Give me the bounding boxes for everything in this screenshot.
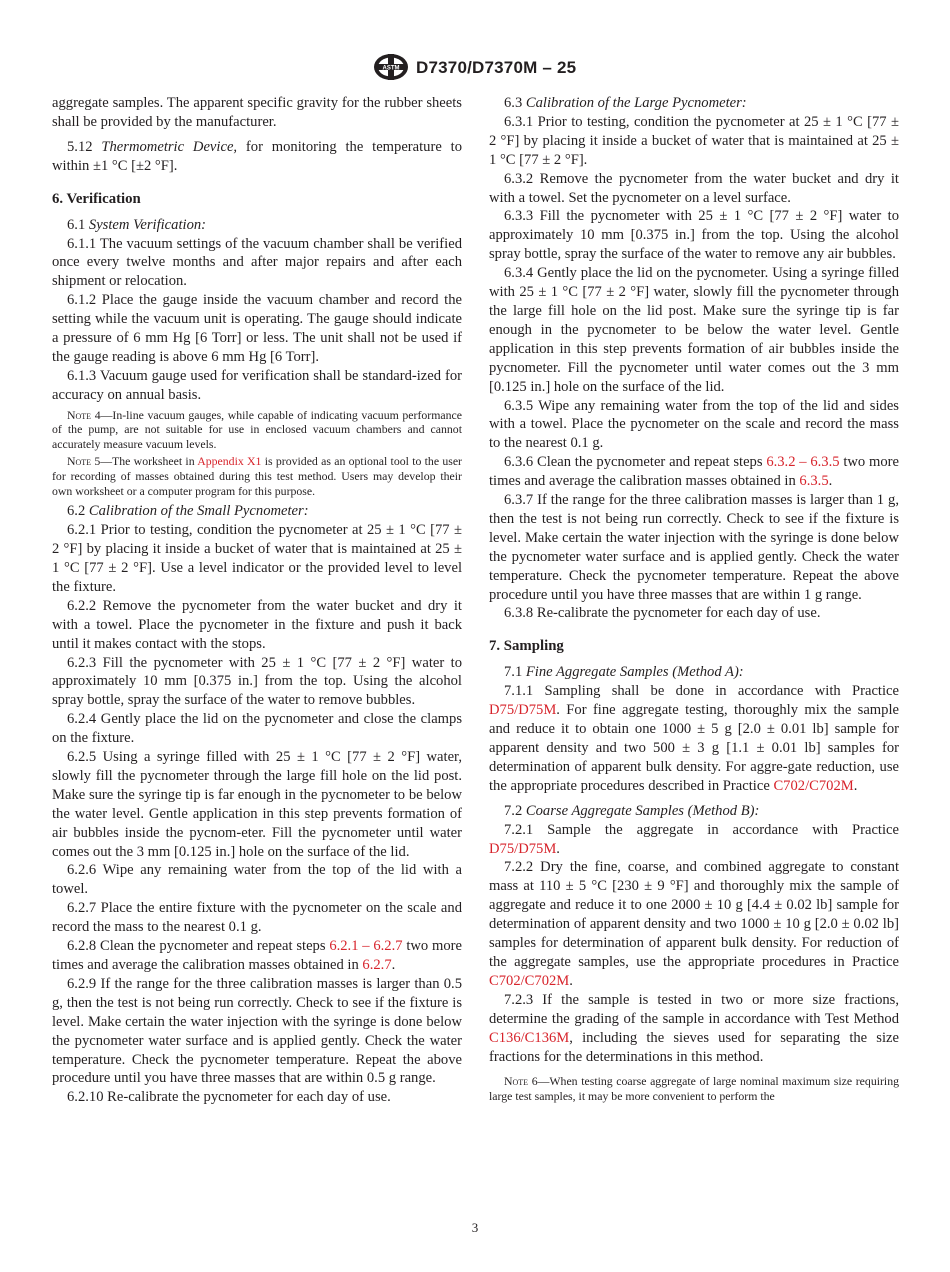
section-6-3-7: 6.3.7 If the range for the three calibration masses is larger than 1 g, then the test is not being run correctly. Check to see if the fixture is level. Make certain the water injection with the syringe is done below the pycnometer water surface and is applied gently. Check the water temperature. Check the pycnometer temperature. Repeat the above procedure until you have three masses that are within 1 g range.: [489, 492, 899, 603]
section-6-3-5: 6.3.5 Wipe any remaining water from the top of the lid and sides with a towel. Place the pycnometer on the scale and record the mass to the nearest 0.1 g.: [489, 397, 899, 452]
section-6-2-9: 6.2.9 If the range for the three calibration masses is larger than 0.5 g, then the test is not being run correctly. Check to see if the fixture is level. Make certain the water injection with the syringe is done below the pycnometer water surface and is applied gently. Check the water temperature. Check the pycnometer temperature. Repeat the above procedure until you have three masses that are within 0.5 g range.: [52, 975, 462, 1087]
link-6-2-7[interactable]: 6.2.7: [362, 957, 392, 973]
note-5: Note 5—The worksheet in Appendix X1 is provided as an optional tool to the user for recording of masses obtained during this test method. Users may develop their own worksheet or a computer program for this purpose.: [52, 454, 462, 498]
link-6-2-1-6-2-7[interactable]: 6.2.1 – 6.2.7: [329, 938, 403, 955]
page-header: [0, 52, 950, 86]
section-6-2-3: 6.2.3 Fill the pycnometer with 25 ± 1 °C [77 ± 2 °F] water to approximately 10 mm [0.375 in.] from the top. Using the alcohol spray bottle, spray the surface of the water to remove bubbles.: [52, 654, 462, 709]
section-6-2-2: 6.2.2 Remove the pycnometer from the water bucket and dry it with a towel. Place the pycnometer in the fixture and push it back until it makes contact with the stops.: [52, 597, 462, 652]
section-6-3: 6.3 Calibration of the Large Pycnometer:: [504, 95, 747, 111]
astm-logo-icon: [372, 52, 410, 82]
section-7-1: 7.1 Fine Aggregate Samples (Method A):: [504, 664, 744, 681]
section-6-3-1: 6.3.1 Prior to testing, condition the pycnometer at 25 ± 1 °C [77 ± 2 °F] by placing it inside a bucket of water that is maintained at 25 ± 1 °C [77 ± 2 °F].: [489, 113, 899, 168]
link-c702-c702m[interactable]: C702/C702M: [773, 777, 854, 794]
section-6-2-5: 6.2.5 Using a syringe filled with 25 ± 1 °C [77 ± 2 °F] water, slowly fill the pycnometer through the large fill hole on the lid post. Make sure the syringe tip is far enough in the pycnometer to be below the water level. Gentle application in this step prevents formation of air bubbles inside the pycnom-eter. Fill the pycnometer until water comes out the 3 mm [0.125 in.] hole on the surface of the lid.: [52, 749, 462, 860]
section-6-2-7: 6.2.7 Place the entire fixture with the pycnometer on the scale and record the mass to the nearest 0.1 g.: [52, 900, 462, 936]
section-6-3-3: 6.3.3 Fill the pycnometer with 25 ± 1 °C [77 ± 2 °F] water to approximately 10 mm [0.375 in.] from the top. Using the alcohol spray bottle, spray the surface of the water to remove any air bubbles.: [489, 208, 899, 263]
link-c702-c702m[interactable]: C702/C702M: [489, 972, 570, 989]
heading-sampling: 7. Sampling: [489, 638, 564, 655]
section-6-2-10: 6.2.10 Re-calibrate the pycnometer for each day of use.: [67, 1089, 391, 1106]
section-5-12: 5.12 Thermometric Device, for monitoring the temperature to within ±1 °C [±2 °F].: [52, 138, 463, 174]
section-7-1-1: 7.1.1 Sampling shall be done in accordance with Practice D75/D75M. For fine aggregate testing, thoroughly mix the sample and reduce it to obtain one 1000 ± 5 g [2.0 ± 0.01 lb] sample for apparent density and two 500 ± 3 g [1.1 ± 0.01 lb] samples for determination of apparent bulk density. For aggre-gate reduction, use the appropriate procedures described in Practice C702/C702M.: [489, 683, 899, 794]
note-4: Note 4—In-line vacuum gauges, while capable of indicating vacuum performance of the pump, are not suitable for use in enclosed vacuum chambers and cannot accurately measure vacuum levels.: [52, 407, 462, 451]
section-6-2-6: 6.2.6 Wipe any remaining water from the top of the lid with a towel.: [52, 862, 462, 898]
section-7-2: 7.2 Coarse Aggregate Samples (Method B):: [504, 802, 760, 819]
heading-verification: 6. Verification: [52, 190, 141, 207]
paragraph-5-11-cont: aggregate samples. The apparent specific gravity for the rubber sheets shall be provided by the manufacturer.: [52, 95, 462, 130]
section-6-1-3: 6.1.3 Vacuum gauge used for verification shall be standard-ized for accuracy on annual basis.: [52, 367, 462, 403]
section-6-2-8: 6.2.8 Clean the pycnometer and repeat steps 6.2.1 – 6.2.7 two more times and average the calibration masses obtained in 6.2.7.: [52, 938, 462, 973]
section-6-1-1: 6.1.1 The vacuum settings of the vacuum chamber shall be verified once every twelve months and after major repairs and after each shipment or relocation.: [52, 235, 462, 290]
section-6-1-2: 6.1.2 Place the gauge inside the vacuum chamber and record the setting while the vacuum unit is operating. The gauge should indicate a pressure of 6 mm Hg [6 Torr] or less. The unit shall not be used if the gauge reading is above 6 mm Hg [6 Torr].: [52, 292, 462, 365]
section-7-2-2: 7.2.2 Dry the fine, coarse, and combined aggregate to constant mass at 110 ± 5 °C [230 ± 9 °F] and thoroughly mix the sample of aggregate and reduce it to one 2000 ± 10 g [4.4 ± 0.02 lb] sample for determination of apparent density and two 1000 ± 10 g [2.0 ± 0.02 lb] samples for determination of apparent bulk density. For reduction of the aggregate samples, use the appropriate procedures in Practice C702/C702M.: [489, 859, 899, 989]
appendix-x1-link[interactable]: Appendix X1: [197, 454, 262, 469]
link-c136-c136m[interactable]: C136/C136M: [489, 1029, 570, 1046]
note-6: Note 6—When testing coarse aggregate of large nominal maximum size requiring large test samples, it may be more convenient to perform the: [489, 1074, 899, 1103]
section-7-2-1: 7.2.1 Sample the aggregate in accordance with Practice D75/D75M.: [489, 821, 899, 857]
section-6-3-6: 6.3.6 Clean the pycnometer and repeat steps 6.3.2 – 6.3.5 two more times and average the calibration masses obtained in 6.3.5.: [489, 454, 899, 490]
svg-text:ASTM: ASTM: [382, 65, 400, 72]
left-column: [52, 94, 462, 1107]
section-6-2-1: 6.2.1 Prior to testing, condition the pycnometer at 25 ± 1 °C [77 ± 2 °F] by placing it inside a bucket of water that is maintained at 25 ± 1 °C [77 ± 2 °F]. Use a level indicator or the provided level to level the fixture.: [52, 522, 462, 595]
link-d75-d75m[interactable]: D75/D75M: [489, 840, 557, 857]
section-6-3-4: 6.3.4 Gently place the lid on the pycnometer. Using a syringe filled with 25 ± 1 °C [77 ± 2 °F] water, slowly fill the pycnometer through the large fill hole on the lid post. Make sure the syringe tip is far enough in the pycnometer to be below the water level. Gentle application in this step prevents formation of air bubbles inside the pycnometer. Fill the pycnometer until water comes out the 3 mm [0.125 in.] hole on the surface of the lid.: [489, 265, 899, 395]
link-6-3-5[interactable]: 6.3.5: [799, 473, 829, 490]
link-d75-d75m[interactable]: D75/D75M: [489, 702, 557, 719]
section-6-3-8: 6.3.8 Re-calibrate the pycnometer for each day of use.: [504, 605, 821, 622]
standard-designation: D7370/D7370M – 25: [416, 58, 577, 77]
link-6-3-2-6-3-5[interactable]: 6.3.2 – 6.3.5: [766, 454, 840, 471]
section-7-2-3: 7.2.3 If the sample is tested in two or more size fractions, determine the grading of the sample in accordance with Test Method C136/C136M, including the sieves used for separating the size fractions for the determinations in this method.: [489, 991, 899, 1065]
right-column: [489, 94, 899, 1104]
section-6-2: 6.2 Calibration of the Small Pycnometer:: [67, 503, 309, 520]
section-6-2-4: 6.2.4 Gently place the lid on the pycnometer and close the clamps on the fixture.: [52, 711, 462, 747]
page-number: 3: [471, 1220, 479, 1235]
section-6-3-2: 6.3.2 Remove the pycnometer from the water bucket and dry it with a towel. Set the pycnometer on a level surface.: [489, 170, 899, 206]
section-6-1: 6.1 System Verification:: [67, 216, 207, 233]
